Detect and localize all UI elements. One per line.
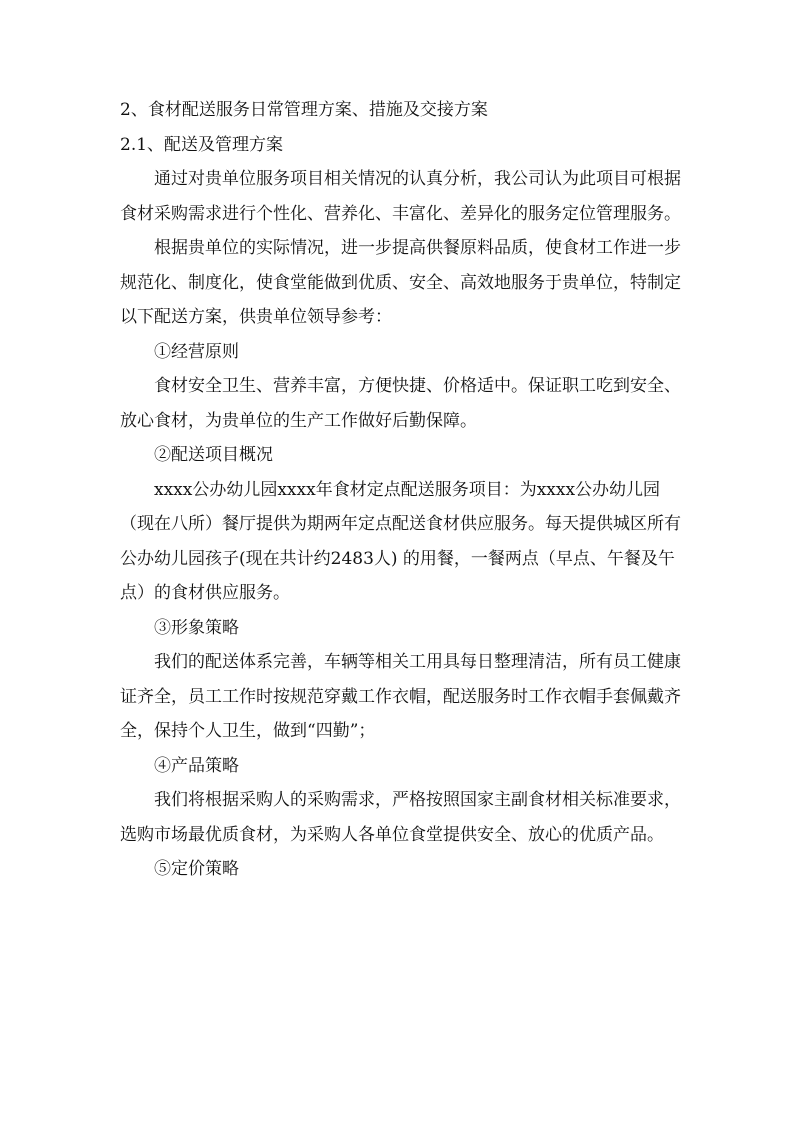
item-title-image-strategy: ③形象策略 bbox=[154, 617, 239, 638]
item-title-pricing-strategy: ⑤定价策略 bbox=[154, 859, 239, 879]
document-body bbox=[120, 93, 685, 887]
item-body-project-overview: xxxx公办幼儿园xxxx年食材定点配送服务项目：为xxxx公办幼儿园（现在八所）餐厅提供为期两年定点配送食材供应服务。每天提供城区所有公办幼儿园孩子(现在共计约2483人) 的用餐，一餐两点（早点、午餐及午点）的食材供应服务。 bbox=[120, 479, 681, 603]
item-title-operating-principle: ①经营原则 bbox=[154, 341, 239, 362]
intro-paragraph: 通过对贵单位服务项目相关情况的认真分析，我公司认为此项目可根据食材采购需求进行个性化、营养化、丰富化、差异化的服务定位管理服务。 bbox=[120, 169, 681, 224]
section-heading: 2、食材配送服务日常管理方案、措施及交接方案 bbox=[120, 100, 488, 120]
item-body-product-strategy: 我们将根据采购人的采购需求，严格按照国家主副食材相关标准要求，选购市场最优质食材，为采购人各单位食堂提供安全、放心的优质产品。 bbox=[120, 790, 681, 845]
item-body-operating-principle: 食材安全卫生、营养丰富，方便快捷、价格适中。保证职工吃到安全、放心食材，为贵单位的生产工作做好后勤保障。 bbox=[120, 376, 681, 431]
item-title-project-overview: ②配送项目概况 bbox=[154, 445, 273, 465]
plan-paragraph: 根据贵单位的实际情况，进一步提高供餐原料品质，使食材工作进一步规范化、制度化，使食堂能做到优质、安全、高效地服务于贵单位，特制定以下配送方案，供贵单位领导参考： bbox=[120, 238, 681, 327]
item-body-image-strategy: 我们的配送体系完善，车辆等相关工用具每日整理清洁，所有员工健康证齐全，员工工作时按规范穿戴工作衣帽，配送服务时工作衣帽手套佩戴齐全，保持个人卫生，做到“四勤”； bbox=[120, 652, 681, 741]
subsection-heading: 2.1、配送及管理方案 bbox=[120, 134, 284, 155]
item-title-product-strategy: ④产品策略 bbox=[154, 755, 239, 776]
